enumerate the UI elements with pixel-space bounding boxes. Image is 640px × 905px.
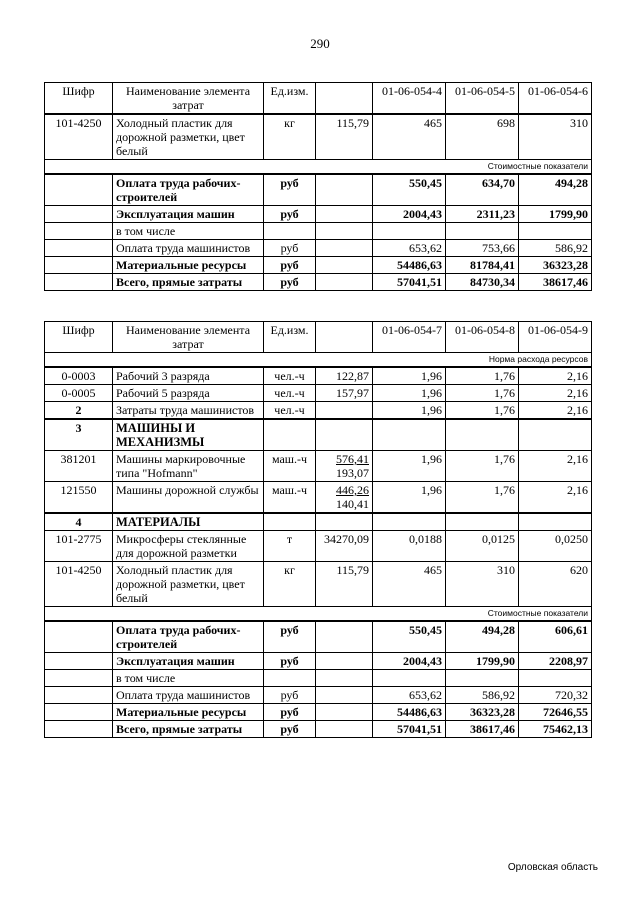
cost-value: 494,28 — [446, 621, 519, 653]
cost-value: 81784,41 — [446, 257, 519, 274]
cell-name: Рабочий 3 разряда — [113, 367, 264, 385]
cell-cipher: 101-2775 — [45, 531, 113, 562]
header-cipher: Шифр — [45, 83, 113, 115]
cell-value: 310 — [519, 114, 592, 160]
cost-row — [45, 704, 592, 721]
footer-region: Орловская область — [507, 862, 598, 873]
cost-name: Оплата труда машинистов — [113, 240, 264, 257]
cost-value: 75462,13 — [519, 721, 592, 738]
cell-value: 1,76 — [446, 367, 519, 385]
header-code-1: 01-06-054-7 — [373, 322, 446, 353]
cell-value: 0,0125 — [446, 531, 519, 562]
cell-name: Затраты труда машинистов — [113, 402, 264, 420]
cell-price: 157,97 — [316, 385, 373, 402]
cost-value: 606,61 — [519, 621, 592, 653]
cell-value: 0,0250 — [519, 531, 592, 562]
cell-cipher: 0-0005 — [45, 385, 113, 402]
table-header-row — [45, 322, 592, 353]
cell-value: 2,16 — [519, 402, 592, 420]
section-row — [45, 607, 592, 622]
header-price — [316, 322, 373, 353]
cell-price: 122,87 — [316, 367, 373, 385]
cost-unit: руб — [264, 257, 316, 274]
cost-name: в том числе — [113, 670, 264, 687]
cell-value: 1,76 — [446, 451, 519, 482]
cost-value: 494,28 — [519, 174, 592, 206]
cost-name: Эксплуатация машин — [113, 653, 264, 670]
resource-table-2 — [44, 321, 592, 738]
cost-value: 586,92 — [519, 240, 592, 257]
cell-value: 310 — [446, 562, 519, 607]
cost-name: в том числе — [113, 223, 264, 240]
cost-row — [45, 621, 592, 653]
header-cipher: Шифр — [45, 322, 113, 353]
cell-value: 1,96 — [373, 451, 446, 482]
cell-value: 620 — [519, 562, 592, 607]
cell-value: 2,16 — [519, 385, 592, 402]
group-row — [45, 513, 592, 531]
cell-cipher: 2 — [45, 402, 113, 420]
cell-value: 2,16 — [519, 451, 592, 482]
cost-name: Оплата труда рабочих-строителей — [113, 621, 264, 653]
cell-value: 0,0188 — [373, 531, 446, 562]
cell-value: 1,96 — [373, 385, 446, 402]
cost-value: 2004,43 — [373, 653, 446, 670]
cell-cipher: 121550 — [45, 482, 113, 514]
table-row — [45, 482, 592, 514]
cost-row — [45, 257, 592, 274]
section-row — [45, 353, 592, 368]
cell-name: Холодный пластик для дорожной разметки, цвет белый — [113, 562, 264, 607]
table-row — [45, 562, 592, 607]
section-row — [45, 160, 592, 175]
cost-value: 720,32 — [519, 687, 592, 704]
cell-name: Холодный пластик для дорожной разметки, цвет белый — [113, 114, 264, 160]
cell-unit: т — [264, 531, 316, 562]
header-code-2: 01-06-054-8 — [446, 322, 519, 353]
cell-value: 1,96 — [373, 402, 446, 420]
cost-value: 634,70 — [446, 174, 519, 206]
cost-unit: руб — [264, 653, 316, 670]
cost-row — [45, 240, 592, 257]
cost-value: 586,92 — [446, 687, 519, 704]
table-row — [45, 367, 592, 385]
cost-name: Эксплуатация машин — [113, 206, 264, 223]
cell-unit: кг — [264, 114, 316, 160]
cell-value: 1,96 — [373, 482, 446, 514]
cell-name: Машины маркировочные типа "Hofmann" — [113, 451, 264, 482]
cost-value: 57041,51 — [373, 274, 446, 291]
cell-value: 465 — [373, 562, 446, 607]
cell-value: 1,76 — [446, 385, 519, 402]
page-number: 290 — [310, 36, 330, 51]
cost-unit: руб — [264, 621, 316, 653]
cell-value: 698 — [446, 114, 519, 160]
cost-name: Материальные ресурсы — [113, 704, 264, 721]
cell-value: 2,16 — [519, 367, 592, 385]
cost-value: 84730,34 — [446, 274, 519, 291]
price-machinist: 193,07 — [336, 466, 369, 480]
cost-row — [45, 274, 592, 291]
cost-value: 57041,51 — [373, 721, 446, 738]
cost-unit: руб — [264, 721, 316, 738]
cell-unit: чел.-ч — [264, 385, 316, 402]
cell-cipher: 0-0003 — [45, 367, 113, 385]
cost-value: 2311,23 — [446, 206, 519, 223]
group-name: МАШИНЫ И МЕХАНИЗМЫ — [113, 419, 264, 451]
section-cost-indicators: Стоимостные показатели — [45, 607, 592, 622]
cost-row — [45, 206, 592, 223]
cost-unit: руб — [264, 240, 316, 257]
cost-value: 1799,90 — [519, 206, 592, 223]
cost-row — [45, 174, 592, 206]
cost-value: 36323,28 — [446, 704, 519, 721]
header-name: Наименование элемента затрат — [113, 322, 264, 353]
cell-price: 34270,09 — [316, 531, 373, 562]
cost-value: 2004,43 — [373, 206, 446, 223]
header-code-3: 01-06-054-9 — [519, 322, 592, 353]
cell-value: 1,96 — [373, 367, 446, 385]
cost-value: 2208,97 — [519, 653, 592, 670]
group-name: МАТЕРИАЛЫ — [113, 513, 264, 531]
resource-table-1 — [44, 82, 592, 291]
cost-value: 753,66 — [446, 240, 519, 257]
cell-value: 1,76 — [446, 402, 519, 420]
cost-value: 653,62 — [373, 240, 446, 257]
group-cipher: 4 — [45, 513, 113, 531]
cell-unit: чел.-ч — [264, 367, 316, 385]
cost-row — [45, 721, 592, 738]
table-row — [45, 451, 592, 482]
cost-unit: руб — [264, 687, 316, 704]
cost-name: Всего, прямые затраты — [113, 274, 264, 291]
header-price — [316, 83, 373, 115]
cost-value: 38617,46 — [519, 274, 592, 291]
cell-cipher: 101-4250 — [45, 562, 113, 607]
table-header-row — [45, 83, 592, 115]
table-row — [45, 385, 592, 402]
cost-value: 1799,90 — [446, 653, 519, 670]
cost-row — [45, 687, 592, 704]
cost-unit: руб — [264, 174, 316, 206]
cost-row — [45, 223, 592, 240]
cost-unit: руб — [264, 206, 316, 223]
cell-unit: маш.-ч — [264, 482, 316, 514]
cell-cipher: 101-4250 — [45, 114, 113, 160]
cost-row — [45, 670, 592, 687]
header-code-2: 01-06-054-5 — [446, 83, 519, 115]
cell-value: 465 — [373, 114, 446, 160]
cell-value: 1,76 — [446, 482, 519, 514]
cell-price — [316, 482, 373, 514]
cost-value: 38617,46 — [446, 721, 519, 738]
header-code-3: 01-06-054-6 — [519, 83, 592, 115]
cell-cipher: 381201 — [45, 451, 113, 482]
cost-unit: руб — [264, 704, 316, 721]
cell-unit: чел.-ч — [264, 402, 316, 420]
cost-value: 54486,63 — [373, 704, 446, 721]
header-unit: Ед.изм. — [264, 322, 316, 353]
cost-value: 653,62 — [373, 687, 446, 704]
cost-name: Всего, прямые затраты — [113, 721, 264, 738]
cost-name: Материальные ресурсы — [113, 257, 264, 274]
cost-value: 550,45 — [373, 621, 446, 653]
cell-name: Рабочий 5 разряда — [113, 385, 264, 402]
group-row — [45, 419, 592, 451]
table-row — [45, 114, 592, 160]
cell-name: Машины дорожной службы — [113, 482, 264, 514]
table-row — [45, 531, 592, 562]
cost-value: 54486,63 — [373, 257, 446, 274]
cell-unit: кг — [264, 562, 316, 607]
cell-price: 115,79 — [316, 114, 373, 160]
header-unit: Ед.изм. — [264, 83, 316, 115]
header-name: Наименование элемента затрат — [113, 83, 264, 115]
header-code-1: 01-06-054-4 — [373, 83, 446, 115]
cost-name: Оплата труда рабочих-строителей — [113, 174, 264, 206]
cost-row — [45, 653, 592, 670]
cost-value: 72646,55 — [519, 704, 592, 721]
cell-price — [316, 451, 373, 482]
group-cipher: 3 — [45, 419, 113, 451]
price-machinist: 140,41 — [336, 497, 369, 511]
section-cost-indicators: Стоимостные показатели — [45, 160, 592, 175]
cost-unit: руб — [264, 274, 316, 291]
cost-value: 36323,28 — [519, 257, 592, 274]
price-main: 576,41 — [336, 452, 369, 466]
cell-name: Микросферы стеклянные для дорожной разметки — [113, 531, 264, 562]
cell-price: 115,79 — [316, 562, 373, 607]
cell-value: 2,16 — [519, 482, 592, 514]
section-resource-norm: Норма расхода ресурсов — [45, 353, 592, 368]
cell-unit: маш.-ч — [264, 451, 316, 482]
table-row — [45, 402, 592, 420]
cost-value: 550,45 — [373, 174, 446, 206]
cost-name: Оплата труда машинистов — [113, 687, 264, 704]
price-main: 446,26 — [336, 483, 369, 497]
